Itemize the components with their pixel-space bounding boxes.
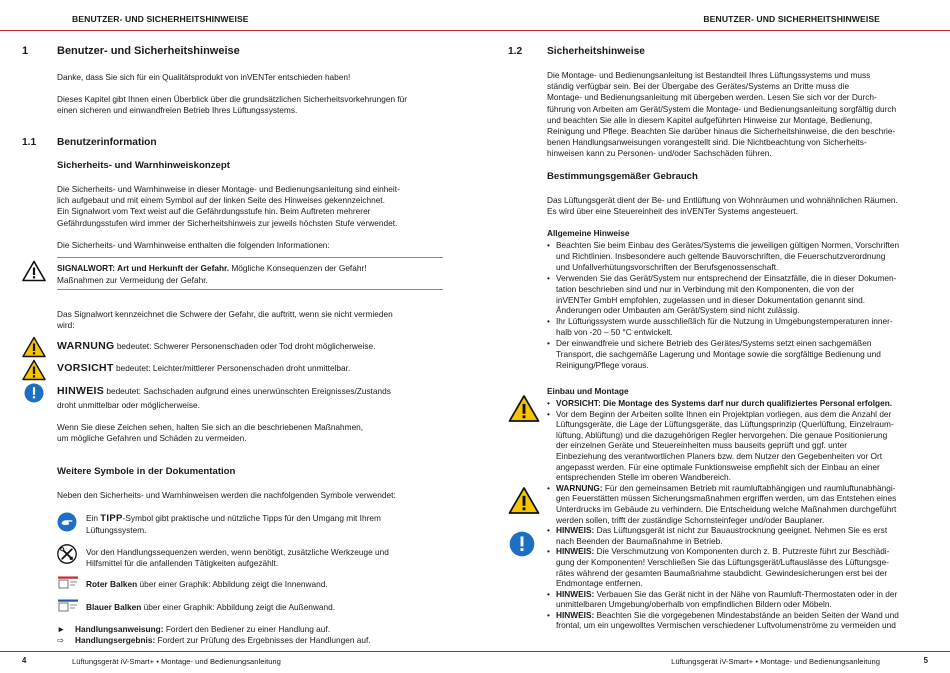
hinweis-definition <box>57 386 391 397</box>
tools-description: Vor den Handlungssequenzen werden, wenn benötigt, zusätzliche Werkzeuge und Hilfsmittel für die anfallenden Tätigkeiten aufgezählt. <box>86 547 389 569</box>
general-note-item: • Beachten Sie beim Einbau des Gerätes/Systems die jeweiligen gültigen Normen, Vorschriften und Richtlinien. Insbesondere auch geltende Bauvorschriften, die Feuerschutzverordnung und Unfallverhütungsvorschriften der Berufsgenossenschaft. <box>547 240 942 273</box>
section-title: Benutzerinformation <box>57 137 157 148</box>
installation-item-strong: HINWEIS: <box>556 525 595 536</box>
running-header: BENUTZER- UND SICHERHEITSHINWEISE <box>703 14 880 24</box>
installation-item-strong: WARNUNG: <box>556 482 603 493</box>
installation-item <box>547 546 942 588</box>
action-symbol: ► <box>57 624 66 634</box>
warning-triangle-icon <box>508 486 540 515</box>
chapter-number: 1 <box>22 45 29 57</box>
installation-list <box>547 398 942 631</box>
footer-rule <box>475 651 950 652</box>
action-description <box>75 624 330 635</box>
warning-triangle-icon <box>508 394 540 423</box>
symbols-intro: Neben den Sicherheits- und Warnhinweisen werden die nachfolgenden Symbole verwendet: <box>57 490 396 500</box>
installation-item-text: Das Lüftungsgerät ist nicht zur Bauaustrocknung geeignet. Nehmen Sie es erst nach Beenden der Baumaßnahme in Betrieb. <box>556 525 888 546</box>
installation-item-text: Für den gemeinsamen Betrieb mit raumluftabhängigen und raumluftunabhängi- gen Feuerstätten müssen Sicherungsmaßnahmen ergriffen werden, um das Entstehen eines Unterdrucks im Gebäude zu verhindern. Die Entscheidung welche Maßnahmen durchgeführt werden sollen, trifft der zuständige Schornsteinfeger und/oder Bauplaner. <box>556 482 897 525</box>
tip-hand-icon <box>57 512 77 532</box>
section-number: 1.2 <box>508 46 523 57</box>
blue-bar-description <box>86 602 335 613</box>
signal-box-text <box>57 263 367 274</box>
installation-item <box>547 483 942 525</box>
info-circle-icon <box>509 531 535 557</box>
result-description <box>75 635 371 646</box>
installation-title: Einbau und Montage <box>547 386 629 396</box>
header-rule <box>475 30 950 31</box>
tipp-description <box>86 513 381 524</box>
box-bottom-rule <box>57 289 443 290</box>
blue-bar-graphic-icon <box>57 599 79 613</box>
red-bar-description <box>86 579 328 590</box>
signal-box-strong: SIGNALWORT: Art und Herkunft der Gefahr. <box>57 263 230 273</box>
installation-item: • Vor dem Beginn der Arbeiten sollte Ihnen ein Projektplan vorliegen, aus dem die Anzahl der Lüftungsgeräte, die Lage der Lüftungsgeräte, das Lüftungsprinzip (Querlüftung, Einzelraum- lüftung, Ablüftung) und die dazugehörigen Regler hervorgehen. Die genaue Positionierung der einzelnen Geräte und Steuereinheiten muss bauseits geprüft und ggf. unter Einbeziehung des verantwortlichen Planers bzw. dem Nutzer den Gegebenheiten vor Ort angepasst werden. Für eine optimale Funktionsweise empfiehlt sich der Einbau an einer entsprechenden Stelle im oberen Wandbereich. <box>547 409 942 483</box>
installation-item <box>547 398 942 409</box>
warning-triangle-icon <box>22 260 46 282</box>
warnung-text: bedeutet: Schwerer Personenschaden oder Tod droht möglicherweise. <box>114 341 376 351</box>
result-rest: Fordert zur Prüfung des Ergebnisses der Handlungen auf. <box>155 635 371 645</box>
general-notes-title: Allgemeine Hinweise <box>547 228 630 238</box>
hinweis-text: bedeutet: Sachschaden aufgrund eines unerwünschten Ereignisses/Zustands <box>104 386 391 396</box>
red-bar-strong: Roter Balken <box>86 579 138 589</box>
warning-info-intro: Die Sicherheits- und Warnhinweise enthalten die folgenden Informationen: <box>57 240 330 250</box>
warnung-signal-word: WARNUNG <box>57 340 115 352</box>
right-page <box>475 0 950 673</box>
red-bar-rest: über einer Graphik: Abbildung zeigt die Innenwand. <box>137 579 328 589</box>
subsection-title: Sicherheits- und Warnhinweiskonzept <box>57 160 230 171</box>
result-symbol: ⇨ <box>57 635 64 645</box>
warning-triangle-icon <box>22 359 46 381</box>
result-strong: Handlungsergebnis: <box>75 635 156 645</box>
general-notes-list <box>547 240 942 371</box>
warning-concept-paragraph: Die Sicherheits- und Warnhinweise in dieser Montage- und Bedienungsanleitung sind einheit- lich aufgebaut und mit einem Symbol auf der linken Seite des Hinweises gekennzeichnet. Ein Signalwort vom Text weist auf die Gefährdungsstufe hin. Beim Auftreten mehrerer Gefährdungsstufen wird immer der Sicherheitshinweis zur jeweils höchsten Stufe verwendet. <box>57 184 400 228</box>
installation-item <box>547 610 942 631</box>
installation-item-text: Die Verschmutzung von Komponenten durch z. B. Putzreste führt zur Beschädi- gung der Komponenten! Verschließen Sie das Lüftungsgerät/Luftauslässe des Lüftungsge- rätes während der gesamten Baumaßnahme staubdicht. Gewindesicherungen erst bei der Endmontage entfernen. <box>556 546 890 589</box>
general-note-item: • Verwenden Sie das Gerät/System nur entsprechend der Einsatzfälle, die in dieser Dokumen- tation beschrieben sind und nur in Verbindung mit den Komponenten, die von der inVENTer GmbH empfohlen, zugelassen und in dieser Dokumentation genannt sind. Änderungen oder Umbauten am Gerät/System sind nicht zulässig. <box>547 273 942 317</box>
installation-item <box>547 589 942 610</box>
hinweis-signal-word: HINWEIS <box>57 385 105 397</box>
section-number: 1.1 <box>22 137 37 148</box>
subsection-title: Weitere Symbole in der Dokumentation <box>57 466 236 477</box>
intro-paragraph-1: Danke, dass Sie sich für ein Qualitätsprodukt von inVENTer entschieden haben! <box>57 72 351 82</box>
tipp-rest: -Symbol gibt praktische und nützliche Tipps für den Umgang mit Ihrem <box>122 513 381 523</box>
blue-bar-rest: über einer Graphik: Abbildung zeigt die Außenwand. <box>141 602 336 612</box>
tipp-word: TIPP <box>100 513 123 524</box>
header-rule <box>0 30 475 31</box>
closing-paragraph: Wenn Sie diese Zeichen sehen, halten Sie sich an die beschriebenen Maßnahmen, um mögliche Gefahren und Schäden zu vermeiden. <box>57 422 364 444</box>
red-bar-graphic-icon <box>57 576 79 590</box>
installation-item-strong: HINWEIS: <box>556 609 595 620</box>
safety-paragraph: Die Montage- und Bedienungsanleitung ist Bestandteil Ihres Lüftungssystems und muss ständig verfügbar sein. Bei der Übergabe des Gerätes/Systems an Dritte muss die Montage- und Bedienungsanleitung mit übergeben werden. Lesen Sie sich vor der Durch- führung von Arbeiten am Gerät/System die Montage- und Bedienungsanleitung sorgfältig durch und beachten Sie alle in diesem Kapitel aufgeführten Hinweise zur Montage, Bedienung, Reinigung und Pflege. Beachten Sie darüber hinaus die Sicherheitshinweise, die den beschrie- benen Handlungsanweisungen vorangestellt sind. Die Nichtbeachtung von Sicherheits- hinweisen kann zu Personen- und/oder Sachschäden führen. <box>547 70 897 159</box>
installation-item-strong: HINWEIS: <box>556 546 595 557</box>
action-rest: Fordert den Bediener zu einer Handlung auf. <box>163 624 331 634</box>
vorsicht-definition <box>57 363 350 374</box>
page-number: 5 <box>923 656 928 665</box>
blue-bar-strong: Blauer Balken <box>86 602 142 612</box>
vorsicht-signal-word: VORSICHT <box>57 362 114 374</box>
intro-paragraph-2: Dieses Kapitel gibt Ihnen einen Überblick über die grundsätzlichen Sicherheitsvorkehrungen für einen sicheren und einwandfreien Betrieb Ihres Lüftungssystems. <box>57 94 408 116</box>
installation-item-text: Verbauen Sie das Gerät nicht in der Nähe von Raumluft-Thermostaten oder in der unmittelbaren Umgebung/oberhalb von empfindlichen Bildern oder Möbeln. <box>556 588 898 610</box>
warning-triangle-icon <box>22 336 46 358</box>
section-title: Sicherheitshinweise <box>547 46 645 57</box>
running-footer: Lüftungsgerät iV-Smart+ • Montage- und Bedienungsanleitung <box>671 657 880 666</box>
page-number: 4 <box>22 656 27 665</box>
signal-box-measures: Maßnahmen zur Vermeidung der Gefahr. <box>57 275 208 285</box>
signal-box-consequence: Mögliche Konsequenzen der Gefahr! <box>229 263 367 273</box>
vorsicht-text: bedeutet: Leichter/mittlerer Personenschaden droht unmittelbar. <box>113 363 351 373</box>
installation-item-strong: VORSICHT: Die Montage des Systems darf nur durch qualifiziertes Personal erfolgen. <box>556 398 893 408</box>
signal-word-intro: Das Signalwort kennzeichnet die Schwere der Gefahr, die auftritt, wenn sie nicht vermieden wird: <box>57 309 393 331</box>
installation-item-strong: HINWEIS: <box>556 588 595 599</box>
installation-item <box>547 525 942 546</box>
tipp-line2: Lüftungssystem. <box>86 525 147 535</box>
installation-item-text: Beachten Sie die vorgegebenen Mindestabstände an beiden Seiten der Wand und frontal, um ein ungewolltes Vermischen verschiedener Luftvolumenströme zu vermeiden und <box>556 609 899 631</box>
warnung-definition <box>57 341 375 352</box>
chapter-title: Benutzer- und Sicherheitshinweise <box>57 45 240 57</box>
tools-icon <box>57 544 77 564</box>
hinweis-text-line2: droht unmittelbar oder möglicherweise. <box>57 400 200 410</box>
info-circle-icon <box>24 383 44 403</box>
box-top-rule <box>57 257 443 258</box>
action-strong: Handlungsanweisung: <box>75 624 164 634</box>
subsection-title: Bestimmungsgemäßer Gebrauch <box>547 171 698 182</box>
running-header: BENUTZER- UND SICHERHEITSHINWEISE <box>72 14 249 24</box>
general-note-item: • Ihr Lüftungssystem wurde ausschließlich für die Nutzung in Umgebungstemperaturen inner- halb von -20 – 50 °C entwickelt. <box>547 316 942 338</box>
intended-use-paragraph: Das Lüftungsgerät dient der Be- und Entlüftung von Wohnräumen und wohnähnlichen Räumen. Es wird über eine Steuereinheit des inVENTer Systems angesteuert. <box>547 195 898 217</box>
footer-rule <box>0 651 475 652</box>
general-note-item: • Der einwandfreie und sichere Betrieb des Gerätes/Systems setzt einen sachgemäßen Transport, die sachgemäße Lagerung und Montage sowie die sorgfältige Bedienung und Reinigung/Pflege voraus. <box>547 338 942 371</box>
running-footer: Lüftungsgerät iV-Smart+ • Montage- und Bedienungsanleitung <box>72 657 281 666</box>
tipp-pre: Ein <box>86 513 101 523</box>
